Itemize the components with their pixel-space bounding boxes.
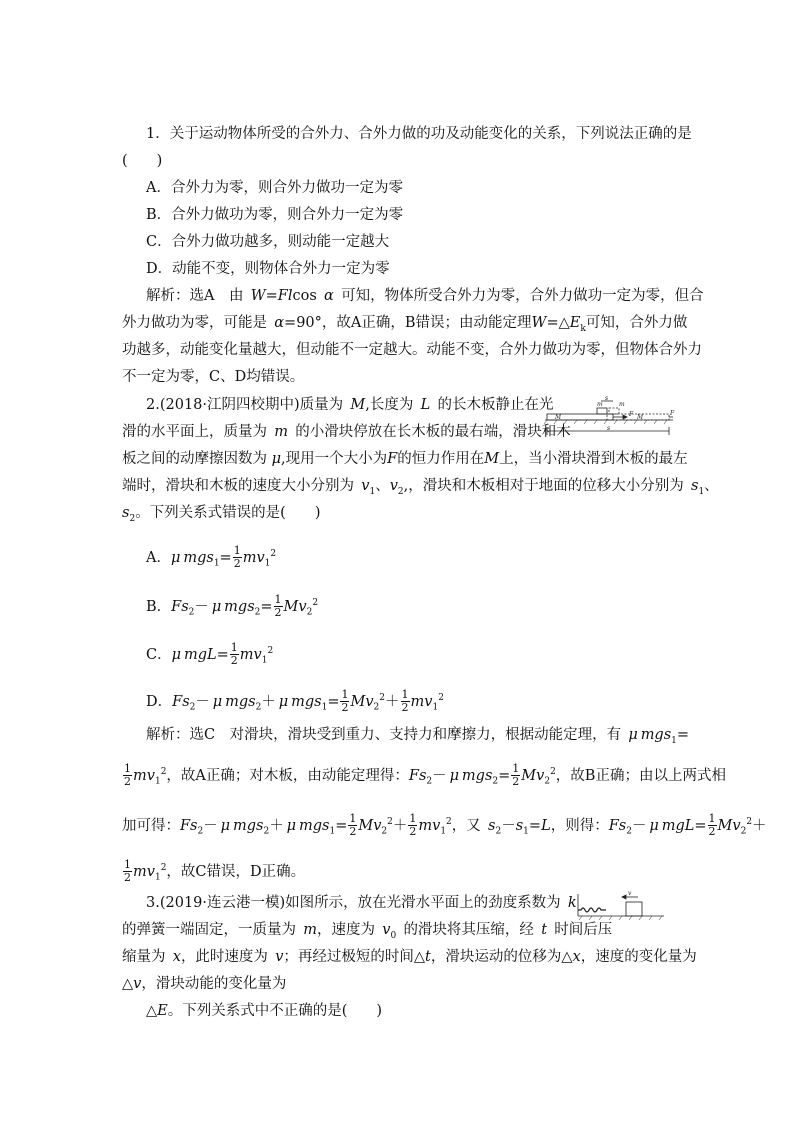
q1-option-c: C．合外力做功越多，则动能一定越大: [146, 234, 390, 250]
q1-blank: ( ): [122, 153, 163, 169]
q2-stem-line2: 滑的水平面上，质量为 m 的小滑块停放在长木板的最右端，滑块和木: [122, 424, 571, 440]
q3-stem-line5: △E。下列关系式中不正确的是( ): [146, 1003, 383, 1019]
q2-option-c: C．μ mgL= $\frac{1}{2}$ $mv_1^2$: [146, 641, 274, 668]
q2-option-a: A．μ mgs$_1$= $\frac{1}{2}$ $mv_1^2$: [146, 544, 277, 571]
q3-stem-line1: 3.(2019·连云港一模)如图所示，放在光滑水平面上的劲度系数为 k: [146, 895, 577, 911]
q2-stem-line5: $s_2$。下列关系式错误的是( ): [122, 505, 321, 524]
q2-analysis-line4: $\frac{1}{2}$ $mv_1^2$，故C错误，D正确。: [124, 858, 306, 885]
q2-stem-line4: 端时，滑块和木板的速度大小分别为 $v_1$、$v_2$,，滑块和木板相对于地面的位移大小分别为 $s_1$、: [122, 478, 719, 497]
svg-text:M: M: [555, 414, 562, 421]
svg-text:F: F: [670, 410, 675, 417]
svg-text:M: M: [637, 414, 644, 421]
q1-analysis-line4: 不一定为零，C、D均错误。: [122, 369, 305, 385]
q1-stem: 1．关于运动物体所受的合外力、合外力做的功及动能变化的关系，下列说法正确的是: [146, 126, 692, 142]
q3-stem-line2: 的弹簧一端固定，一质量为 m，速度为 $v_0$ 的滑块将其压缩，经 t 时间后压: [122, 922, 613, 941]
q1-option-b: B．合外力做功为零，则合外力一定为零: [146, 207, 404, 223]
svg-text:F: F: [629, 411, 634, 418]
q1-analysis-line3: 功越多，动能变化量越大，但动能不一定越大。动能不变，合外力做功为零，但物体合外力: [122, 342, 702, 358]
board-block-figure: [543, 394, 675, 440]
svg-text:s: s: [607, 425, 611, 432]
q2-analysis-line2: $\frac{1}{2}$ $mv_1^2$，故A正确；对木板，由动能定理得：$Fs_2- \mu$ mgs$_2$= $\frac{1}{2}$ $Mv_2^2$，故B正确；由以上两式相: [124, 762, 726, 789]
svg-text:m: m: [619, 401, 625, 408]
q2-stem-line3: 板之间的动摩擦因数为 μ,现用一个大小为F的恒力作用在M上，当小滑块滑到木板的最左: [122, 451, 688, 467]
q1-option-a: A．合外力为零，则合外力做功一定为零: [146, 180, 403, 196]
q2-stem-line1: 2.(2018·江阴四校期中)质量为 M,长度为 L 的长木板静止在光: [146, 397, 554, 413]
q2-analysis-line1: 解析：选C 对滑块，滑块受到重力、支持力和摩擦力，根据动能定理，有 μ mgs$_1$=: [146, 727, 690, 746]
q1-option-d: D．动能不变，则物体合外力一定为零: [146, 261, 390, 277]
q3-stem-line4: △v，滑块动能的变化量为: [122, 976, 287, 992]
q2-analysis-line3: 加可得：$Fs_2- \mu$ mgs$_2$＋ μ mgs$_1$= $\frac{1}{2}$ $Mv_2^2+$ $\frac{1}{2}$ $mv_1^2$，又 $s_2-s_1=L$，则得：$Fs_2- \mu$ mgL= $\frac{1}{2}$ $Mv_2^2+$: [122, 812, 767, 839]
q1-analysis-line1: 解析：选A 由 W=Flcos α 可知，物体所受合外力为零，合外力做功一定为零，但合: [146, 288, 704, 304]
svg-text:m: m: [597, 401, 603, 408]
q2-option-d: D．$Fs_2- \mu$ mgs$_2$＋ μ mgs$_1$= $\frac{1}{2}$ $Mv_2^2+$ $\frac{1}{2}$ $mv_1^2$: [146, 688, 444, 715]
spring-block-figure: [576, 890, 666, 922]
q3-stem-line3: 缩量为 x，此时速度为 v；再经过极短的时间△t，滑块运动的位移为△x，速度的变化量为: [122, 949, 697, 965]
q1-analysis-line2: 外力做功为零，可能是 α=90°，故A正确，B错误；由动能定理$W=\triangle E_k$可知，合外力做: [122, 315, 688, 334]
svg-text:s: s: [605, 395, 609, 402]
q2-option-b: B．$Fs_2- \mu$ mgs$_2$= $\frac{1}{2}$ $Mv_2^2$: [146, 593, 319, 620]
svg-text:v: v: [628, 890, 632, 897]
